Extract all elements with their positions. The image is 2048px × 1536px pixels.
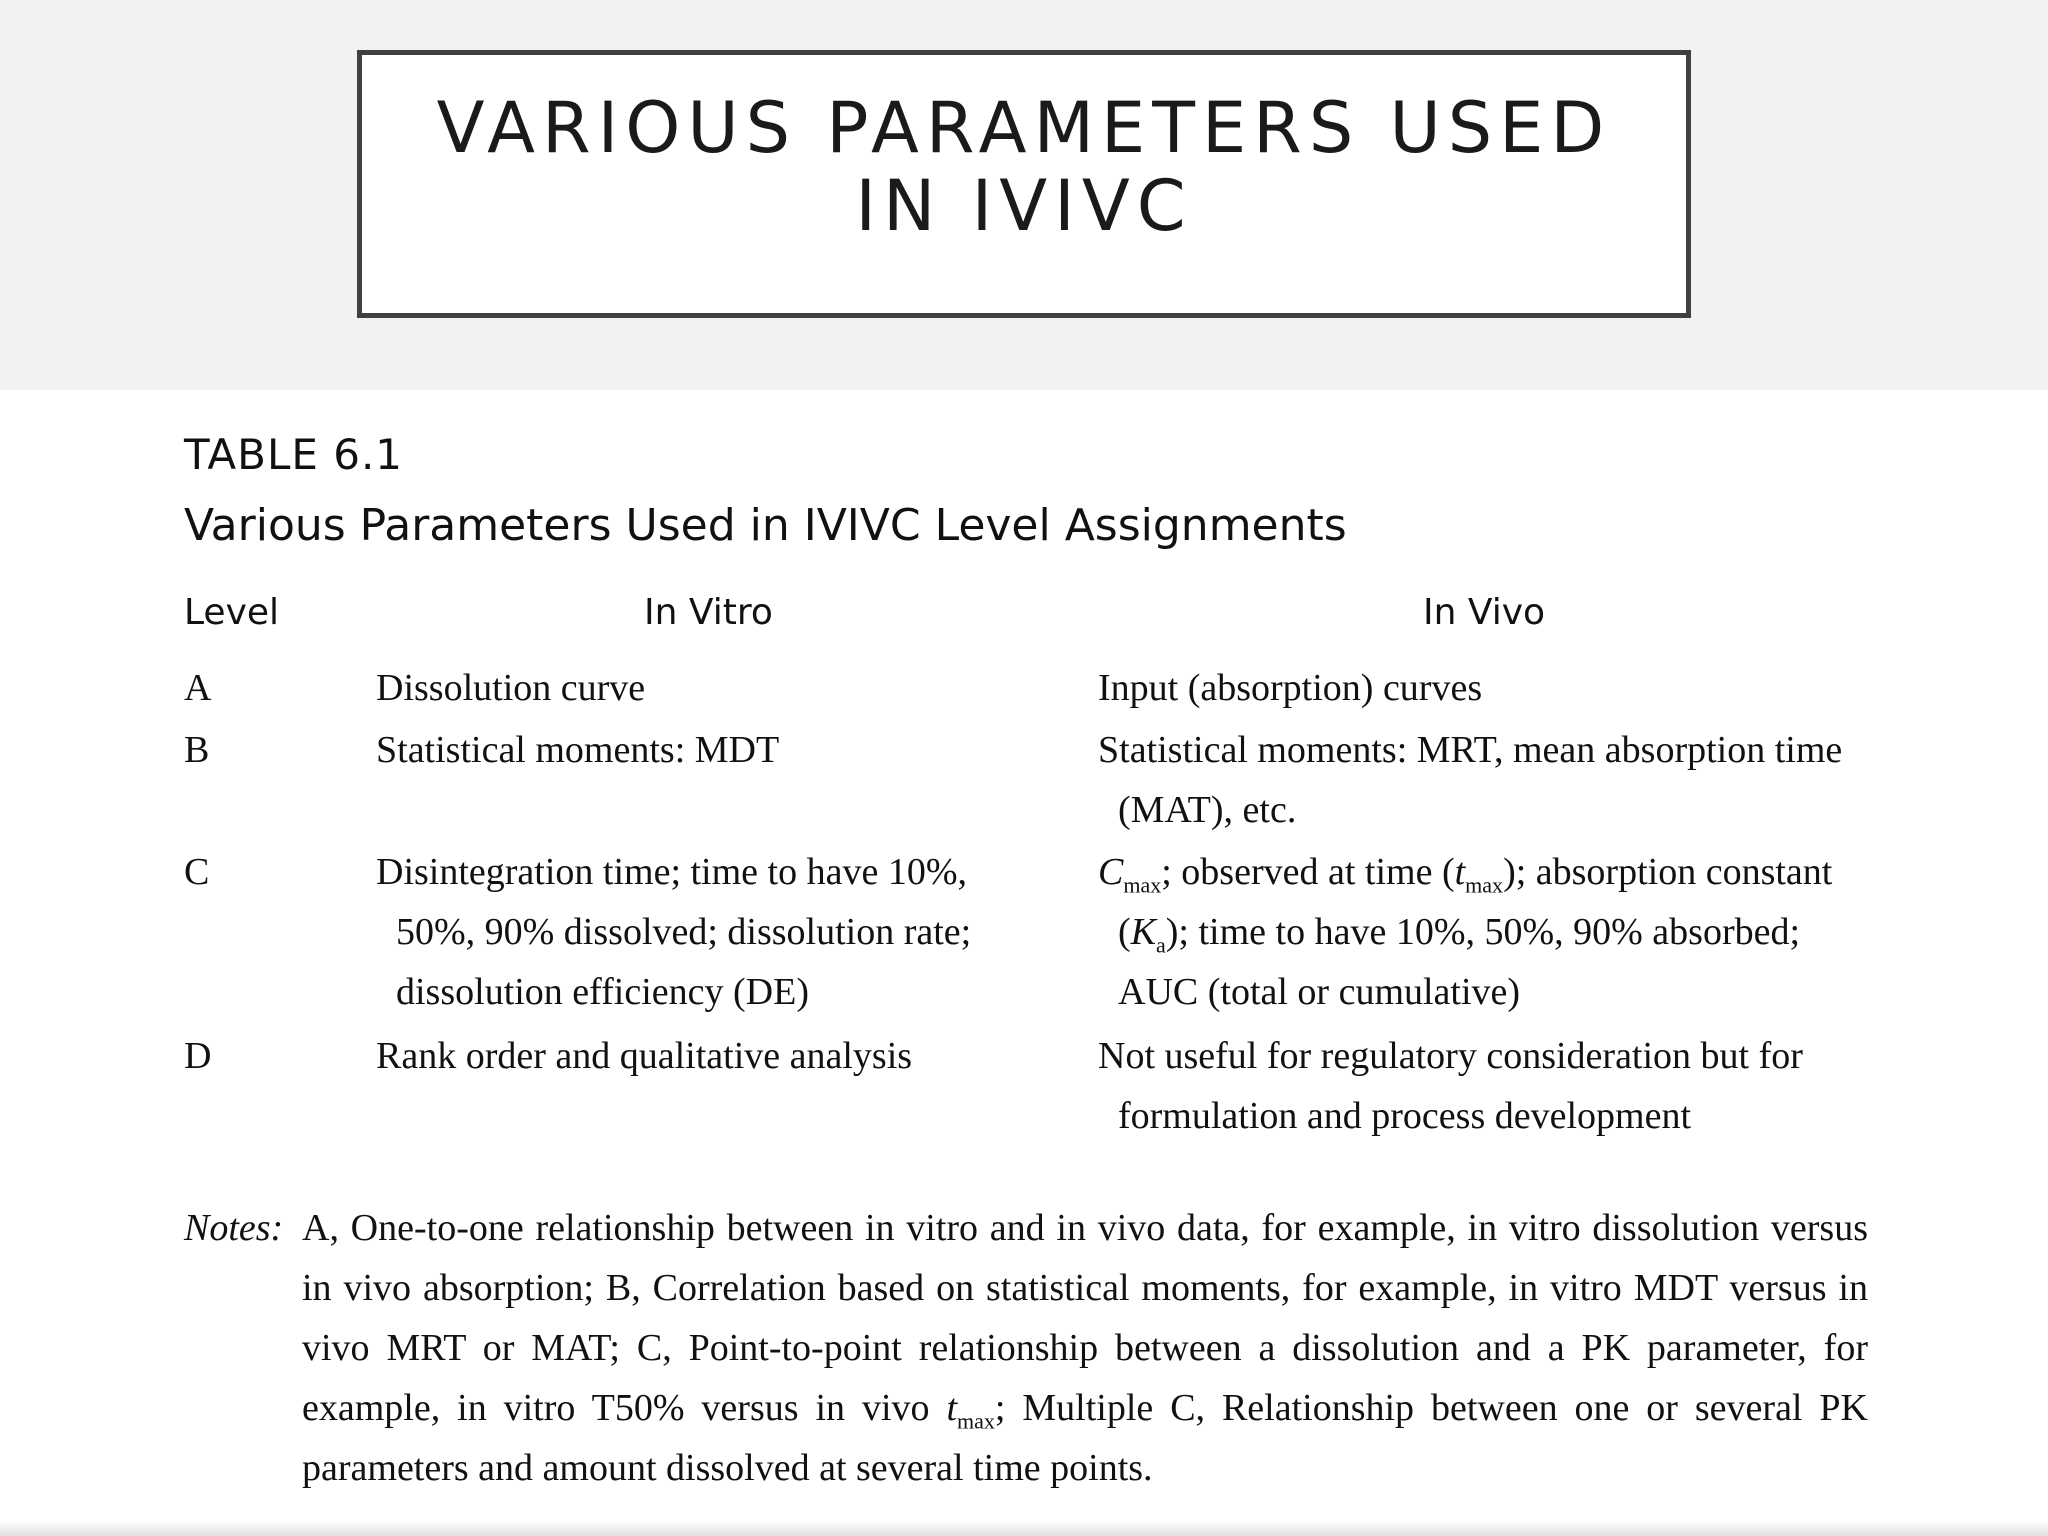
row-b-level: B [184, 729, 210, 771]
header-in-vivo: In Vivo [1423, 592, 1546, 633]
row-d-level: D [184, 1035, 212, 1077]
row-d-in-vivo-line1: Not useful for regulatory consideration but for [1098, 1035, 1803, 1077]
row-a-in-vitro: Dissolution curve [376, 667, 646, 709]
header-level: Level [184, 592, 280, 633]
row-c-in-vitro [376, 842, 971, 1022]
notes-label: Notes: [184, 1207, 284, 1249]
row-b-in-vivo [1098, 720, 1842, 840]
slide-title: VARIOUS PARAMETERS USED IN IVIVC [436, 87, 1612, 247]
row-c-in-vivo-line3: AUC (total or cumulative) [1118, 971, 1521, 1013]
table-caption: Various Parameters Used in IVIVC Level Assignments [184, 500, 1347, 551]
table-number: TABLE 6.1 [184, 430, 404, 479]
row-c-in-vivo [1098, 842, 1832, 1022]
row-c-in-vivo-line2: $(K_a)$; time to have 10%, 50%, 90% absorbed; [1118, 911, 1801, 958]
row-a-level: A [184, 667, 212, 709]
bottom-edge-shadow [0, 1520, 2048, 1536]
slide-title-box [357, 50, 1691, 318]
row-c-in-vivo-line1: $C_{max}$; observed at time $(t_{max})$; absorption constant [1098, 851, 1833, 898]
row-a-in-vivo: Input (absorption) curves [1098, 667, 1483, 709]
row-d-in-vivo-line2: formulation and process development [1118, 1095, 1692, 1137]
notes-text: A, One-to-one relationship between in vitro and in vivo data, for example, in vitro dissolution versus in vivo absorption; B, Correlation based on statistical moments, for example, in vitro MDT versus in vivo MRT or MAT; C, Point-to-point relationship between a dissolution and a PK parameter, for example, in vitro T50% versus in vivo $t_{max}$; Multiple C, Relationship between one or several PK parameters and amount dissolved at several time points. [302, 1207, 1868, 1489]
row-c-in-vitro-line3: dissolution efficiency (DE) [396, 971, 809, 1013]
row-c-level: C [184, 851, 210, 893]
row-b-in-vivo-line1: Statistical moments: MRT, mean absorption time [1098, 729, 1843, 771]
row-d-in-vitro: Rank order and qualitative analysis [376, 1035, 913, 1077]
header-in-vitro: In Vitro [644, 592, 773, 633]
row-c-in-vitro-line1: Disintegration time; time to have 10%, [376, 851, 967, 893]
row-c-in-vitro-line2: 50%, 90% dissolved; dissolution rate; [396, 911, 972, 953]
row-b-in-vivo-line2: (MAT), etc. [1118, 789, 1297, 831]
row-b-in-vitro: Statistical moments: MDT [376, 729, 780, 771]
table-figure [0, 390, 2048, 1536]
row-d-in-vivo [1098, 1026, 1803, 1146]
